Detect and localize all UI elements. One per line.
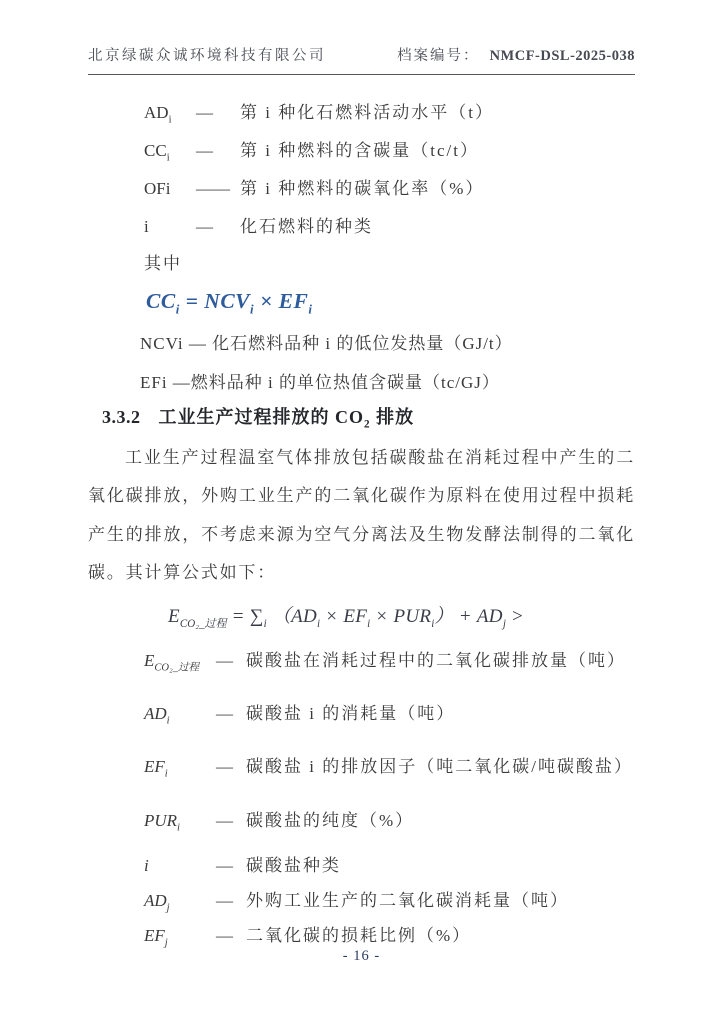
file-number-label: 档案编号： bbox=[397, 48, 480, 64]
definition-row-eco2 bbox=[144, 649, 635, 672]
definition-dash: —— bbox=[196, 179, 230, 198]
section-heading-3-3-2 bbox=[88, 405, 635, 430]
definition-row-cci bbox=[144, 139, 635, 162]
definition-term: i bbox=[144, 855, 149, 875]
definition-row-adi bbox=[144, 101, 635, 124]
definition-desc: 碳酸盐的纯度（%） bbox=[246, 810, 415, 830]
definition-dash: — bbox=[196, 103, 213, 122]
definition-term: $AD_i$ bbox=[144, 103, 172, 126]
definition-dash: — bbox=[216, 925, 233, 945]
efi-definition-line: EFi —燃料品种 i 的单位热值含碳量（tc/GJ） bbox=[140, 373, 500, 392]
formula-cc-ncv-ef: $CC_i = NCV_i \times EF_i$ bbox=[146, 289, 313, 317]
definition-desc: 碳酸盐 i 的排放因子（吨二氧化碳/吨碳酸盐） bbox=[246, 756, 633, 776]
definition-desc: 碳酸盐在消耗过程中的二氧化碳排放量（吨） bbox=[246, 650, 626, 670]
definition-desc: 外购工业生产的二氧化碳消耗量（吨） bbox=[246, 890, 569, 910]
definition-dash: — bbox=[216, 650, 233, 670]
definition-term: $E_{CO_2\_过程}$ bbox=[144, 650, 200, 674]
section-number: 3.3.2 bbox=[102, 407, 141, 427]
definition-term: i bbox=[144, 217, 149, 236]
definition-term: $EF_j$ bbox=[144, 925, 168, 949]
definition-term: $AD_j$ bbox=[144, 890, 170, 914]
definition-row-efj bbox=[144, 924, 635, 947]
definition-dash: — bbox=[216, 855, 233, 875]
definition-row-i bbox=[144, 854, 635, 877]
definition-row-puri bbox=[144, 809, 635, 832]
definition-desc: 第 i 种燃料的含碳量（tc/t） bbox=[240, 141, 479, 160]
definition-dash: — bbox=[196, 217, 213, 236]
page-body bbox=[88, 101, 635, 947]
ncvi-definition-line: NCVi — 化石燃料品种 i 的低位发热量（GJ/t） bbox=[140, 334, 513, 353]
definition-term: $PUR_i$ bbox=[144, 810, 180, 834]
definition-dash: — bbox=[196, 141, 213, 160]
definition-row-ofi bbox=[144, 177, 635, 200]
definition-row-adi bbox=[144, 702, 635, 725]
definition-term: OFi bbox=[144, 179, 171, 198]
definition-desc: 第 i 种燃料的碳氧化率（%） bbox=[240, 179, 485, 198]
file-number bbox=[397, 44, 635, 65]
fossil-fuel-definition-list bbox=[88, 101, 635, 238]
section-paragraph: 工业生产过程温室气体排放包括碳酸盐在消耗过程中产生的二氧化碳排放，外购工业生产的二氧化碳作为原料在使用过程中损耗产生的排放，不考虑来源为空气分离法及生物发酵法制得的二氧化碳。其计算公式如下： bbox=[88, 448, 635, 583]
page-footer bbox=[0, 948, 723, 965]
file-number-value: NMCF-DSL-2025-038 bbox=[489, 48, 635, 64]
definition-dash: — bbox=[216, 810, 233, 830]
definition-desc: 碳酸盐 i 的消耗量（吨） bbox=[246, 703, 456, 723]
company-name: 北京绿碳众诚环境科技有限公司 bbox=[88, 48, 326, 64]
page-header bbox=[88, 0, 635, 75]
definition-dash: — bbox=[216, 890, 233, 910]
formula-eco2-process: $E_{CO_2\_过程} = \sum_i$ $(AD_i \times EF_i \times PUR_i) + AD_j$ > bbox=[168, 605, 525, 630]
definition-row-adj bbox=[144, 889, 635, 912]
definition-row-i bbox=[144, 215, 635, 238]
section-title: 工业生产过程排放的 $CO_2$ 排放 bbox=[158, 407, 415, 431]
definition-term: $EF_i$ bbox=[144, 756, 168, 780]
definition-desc: 碳酸盐种类 bbox=[246, 855, 341, 875]
definition-dash: — bbox=[216, 756, 233, 776]
page-number: - 16 - bbox=[342, 948, 381, 964]
process-definition-list bbox=[88, 649, 635, 947]
definition-desc: 化石燃料的种类 bbox=[240, 217, 373, 236]
definition-term: $CC_i$ bbox=[144, 141, 170, 164]
among-label: 其中 bbox=[144, 254, 182, 273]
definition-desc: 二氧化碳的损耗比例（%） bbox=[246, 925, 472, 945]
definition-term: $AD_i$ bbox=[144, 703, 170, 727]
definition-row-efi bbox=[144, 755, 635, 778]
definition-desc: 第 i 种化石燃料活动水平（t） bbox=[240, 103, 494, 122]
definition-dash: — bbox=[216, 703, 233, 723]
